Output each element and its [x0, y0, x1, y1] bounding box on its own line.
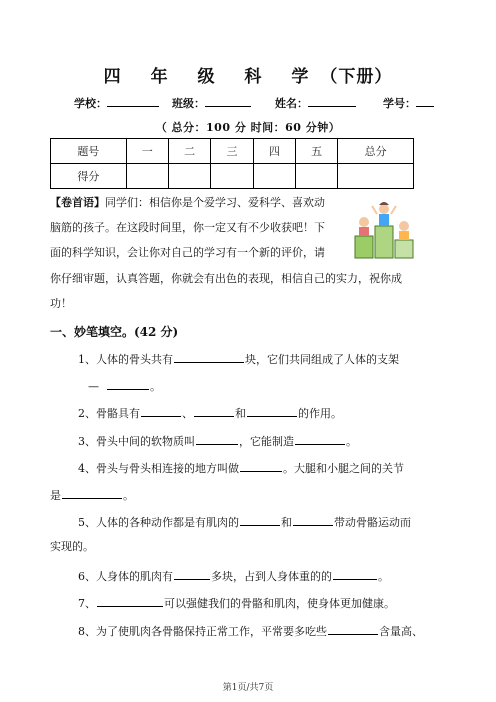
q8-text: 8、为了使肌肉各骨骼保持正常工作，平常要多吃些 — [78, 625, 327, 638]
q7-text: 可以强健我们的骨骼和肌肉，使身体更加健康。 — [164, 597, 395, 610]
q1-text: 。 — [150, 380, 161, 393]
score-header-cell: 总分 — [338, 139, 414, 164]
q4-blank-1[interactable] — [240, 459, 282, 472]
q6-blank-2[interactable] — [333, 567, 377, 580]
number-blank[interactable] — [416, 95, 434, 107]
q2-text: 和 — [235, 407, 246, 420]
q3-blank-1[interactable] — [196, 432, 238, 445]
q1-text: 块，它们共同组成了人体的支架 — [245, 353, 399, 366]
q4-blank-2[interactable] — [62, 486, 122, 499]
question-6 — [78, 567, 389, 584]
question-4-cont — [50, 486, 134, 503]
exam-title — [0, 62, 496, 87]
q8-blank-1[interactable] — [328, 622, 378, 635]
q2-text: 、 — [182, 407, 193, 420]
score-header-cell: 四 — [253, 139, 295, 164]
class-field — [172, 95, 251, 111]
question-1-cont — [88, 377, 161, 394]
q4-text: 4、骨头与骨头相连接的地方叫做 — [78, 462, 239, 475]
q6-text: 。 — [378, 570, 389, 583]
name-field — [275, 95, 356, 111]
score-header-cell: 一 — [126, 139, 168, 164]
number-field — [383, 95, 434, 111]
question-7 — [78, 594, 395, 611]
q5-blank-1[interactable] — [240, 513, 280, 526]
q6-blank-1[interactable] — [174, 567, 210, 580]
q5-text: 和 — [281, 516, 292, 529]
school-label: 学校： — [74, 97, 107, 110]
page-number: 第1页/共7页 — [222, 683, 274, 693]
intro-line-2: 脑筋的孩子。在这段时间里，你一定又有不少收获吧！下 — [50, 221, 325, 234]
q4-text: 。 — [123, 489, 134, 502]
q6-text: 多块，占到人身体重的的 — [211, 570, 332, 583]
score-header-cell: 五 — [296, 139, 338, 164]
exam-meta: （ 总分：100 分 时间：60 分钟） — [155, 121, 341, 134]
q3-text: 3、骨头中间的软物质叫 — [78, 435, 195, 448]
question-4 — [78, 459, 404, 476]
intro-line-5: 功！ — [50, 297, 72, 310]
q3-text: 。 — [346, 435, 357, 448]
score-table — [50, 138, 414, 189]
name-label: 姓名： — [275, 97, 308, 110]
question-3 — [78, 432, 357, 449]
q1-blank-1[interactable] — [174, 350, 244, 363]
q5-blank-2[interactable] — [293, 513, 333, 526]
intro-line-3: 面的科学知识，会让你对自己的学习有一个新的评价，请 — [50, 246, 325, 259]
q4-text: 。大腿和小腿之间的关节 — [283, 462, 404, 475]
score-cell[interactable] — [338, 164, 414, 189]
q3-text: ，它能制造 — [239, 435, 294, 448]
q1-text: — — [88, 380, 99, 393]
q7-blank-1[interactable] — [97, 594, 163, 607]
score-header-cell: 二 — [168, 139, 210, 164]
q1-blank-2[interactable] — [107, 377, 149, 390]
school-blank[interactable] — [107, 95, 159, 107]
q2-blank-3[interactable] — [247, 404, 297, 417]
school-field — [74, 95, 159, 111]
title-tail: （下册） — [320, 67, 393, 87]
number-label: 学号： — [383, 97, 416, 110]
score-header-cell: 题号 — [51, 139, 127, 164]
question-1 — [78, 350, 399, 367]
q7-text: 7、 — [78, 597, 96, 610]
question-5-cont: 实现的。 — [50, 540, 94, 553]
title-main: 四 年 级 科 学 — [103, 67, 321, 87]
name-blank[interactable] — [308, 95, 356, 107]
score-cell[interactable] — [253, 164, 295, 189]
q4-text: 是 — [50, 489, 61, 502]
q3-blank-2[interactable] — [295, 432, 345, 445]
q2-blank-2[interactable] — [194, 404, 234, 417]
score-header-cell: 三 — [211, 139, 253, 164]
q2-blank-1[interactable] — [141, 404, 181, 417]
intro-text: 同学们：相信你是个爱学习、爱科学、喜欢动 — [105, 196, 325, 209]
q2-text: 的作用。 — [298, 407, 342, 420]
q2-text: 2、骨骼具有 — [78, 407, 140, 420]
q1-text: 1、人体的骨头共有 — [78, 353, 173, 366]
q8-text: 含量高、 — [379, 625, 423, 638]
score-cell[interactable] — [126, 164, 168, 189]
children-on-podium-illustration — [353, 196, 415, 260]
score-row-label: 得分 — [51, 164, 127, 189]
question-8 — [78, 622, 423, 639]
q5-text: 5、人体的各种动作都是有肌肉的 — [78, 516, 239, 529]
question-2 — [78, 404, 342, 421]
question-5 — [78, 513, 411, 530]
score-cell[interactable] — [211, 164, 253, 189]
q5-text: 带动骨骼运动而 — [334, 516, 411, 529]
section-1-title: 一、妙笔填空。(42 分) — [50, 325, 179, 339]
score-table-score-row — [51, 164, 414, 189]
intro-line-4: 你仔细审题，认真答题，你就会有出色的表现，相信自己的实力，祝你成 — [50, 272, 402, 285]
score-table-header-row — [51, 139, 414, 164]
score-cell[interactable] — [296, 164, 338, 189]
intro-bold-label: 【卷首语】 — [50, 196, 105, 209]
class-label: 班级： — [172, 97, 205, 110]
q6-text: 6、人身体的肌肉有 — [78, 570, 173, 583]
class-blank[interactable] — [205, 95, 251, 107]
score-cell[interactable] — [168, 164, 210, 189]
